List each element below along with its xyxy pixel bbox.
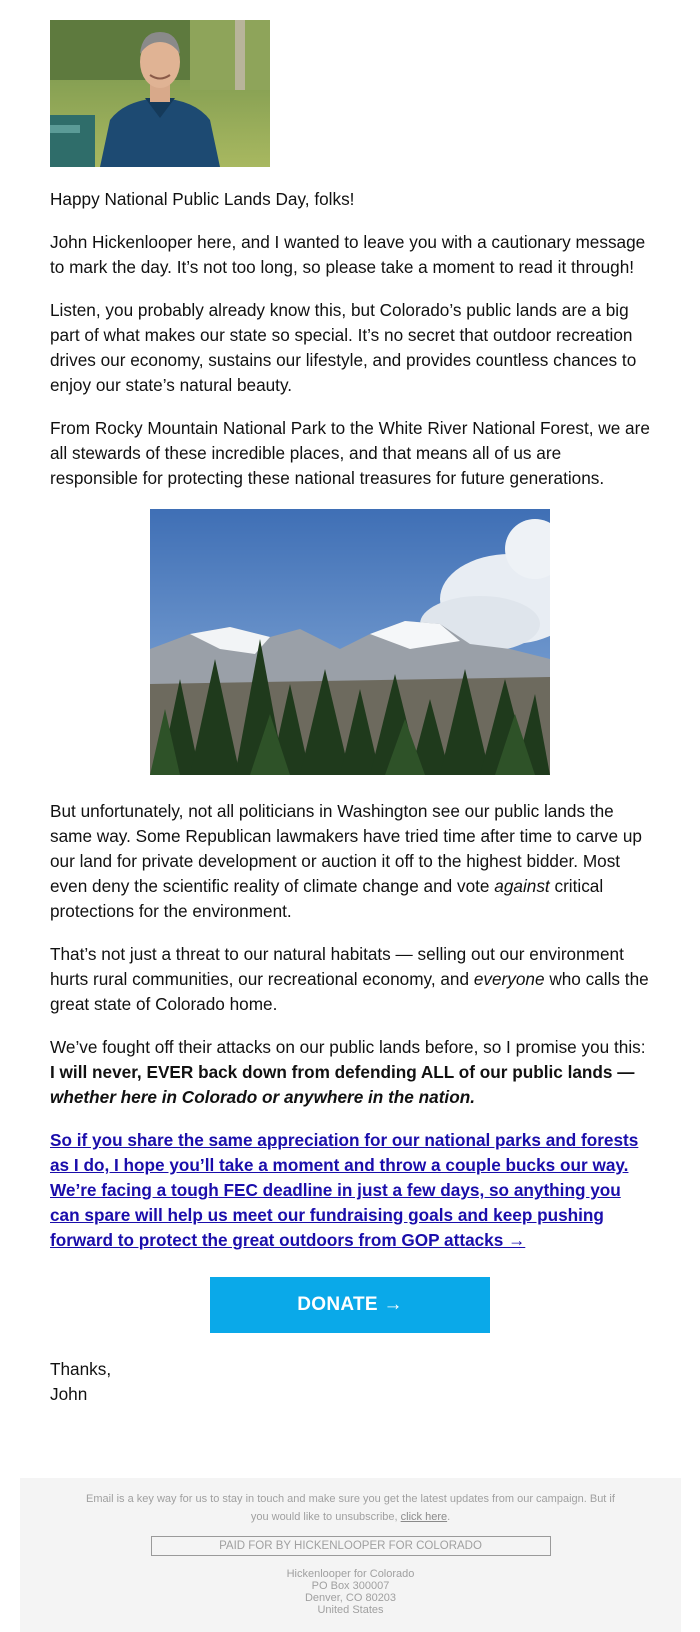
signoff-thanks: Thanks, <box>50 1359 112 1379</box>
promise-bold-italic: whether here in Colorado or anywhere in the nation. <box>50 1087 475 1107</box>
email-footer <box>20 1478 681 1632</box>
threat-text: That’s not just a threat to our natural habitats — selling out our environment hurts rural communities, our recreational economy, and <box>50 944 624 989</box>
address-line: PO Box 300007 <box>311 1580 390 1592</box>
politicians-text-end: critical protections for the environment. <box>50 876 604 921</box>
politicians-text: But unfortunately, not all politicians in Washington see our public lands the same way. Some Republican lawmakers have tried time after time to carve up our land for private development or auction it off to the highest bidder. Most even deny the scientific reality of climate change and vote <box>50 801 642 896</box>
address-line: Hickenlooper for Colorado <box>286 1568 415 1580</box>
address-line: United States <box>317 1604 384 1616</box>
donate-row <box>50 1277 650 1333</box>
threat-paragraph <box>50 942 650 1017</box>
donate-cta-link[interactable]: So if you share the same appreciation for our national parks and forests as I do, I hope you’ll take a moment and throw a couple bucks our way. We’re facing a tough FEC deadline in just a few days, so anything you can spare will help us meet our fundraising goals and keep pushing forward to protect the great outdoors from GOP attacks → <box>50 1130 639 1250</box>
politicians-paragraph <box>50 799 650 924</box>
unsubscribe-text: Email is a key way for us to stay in touch and make sure you get the latest updates from our campaign. But if you would like to unsubscribe, <box>86 1493 615 1523</box>
public-lands-paragraph: Listen, you probably already know this, but Colorado’s public lands are a big part of what makes our state so special. It’s no secret that outdoor recreation drives our economy, sustains our lifestyle, and provides countless chances to enjoy our state’s natural beauty. <box>50 300 637 395</box>
signoff-name: John <box>50 1384 88 1404</box>
donate-button[interactable]: DONATE → <box>210 1277 490 1333</box>
paid-for-disclaimer: PAID FOR BY HICKENLOOPER FOR COLORADO <box>151 1536 551 1556</box>
unsubscribe-notice <box>81 1490 621 1526</box>
greeting: Happy National Public Lands Day, folks! <box>50 189 355 209</box>
unsubscribe-link[interactable]: click here <box>400 1511 448 1523</box>
promise-paragraph <box>50 1035 650 1110</box>
portrait-photo <box>50 20 270 167</box>
cta-paragraph <box>50 1128 650 1253</box>
mailing-address <box>20 1568 681 1616</box>
email-body <box>50 20 650 1407</box>
address-line: Denver, CO 80203 <box>304 1592 397 1604</box>
unsubscribe-end: . <box>447 1511 451 1523</box>
threat-emphasis: everyone <box>473 969 545 989</box>
stewards-paragraph: From Rocky Mountain National Park to the White River National Forest, we are all stewards of these incredible places, and that means all of us are responsible for protecting these national treasures for future generations. <box>50 418 650 488</box>
mountain-photo <box>150 509 550 775</box>
promise-text: We’ve fought off their attacks on our public lands before, so I promise you this: <box>50 1037 646 1057</box>
threat-text-end: who calls the great state of Colorado home. <box>50 969 649 1014</box>
politicians-emphasis: against <box>494 876 550 896</box>
mountain-photo-container <box>50 509 650 775</box>
promise-bold: I will never, EVER back down from defending ALL of our public lands — <box>50 1062 635 1082</box>
intro-paragraph: John Hickenlooper here, and I wanted to leave you with a cautionary message to mark the day. It’s not too long, so please take a moment to read it through! <box>50 232 646 277</box>
